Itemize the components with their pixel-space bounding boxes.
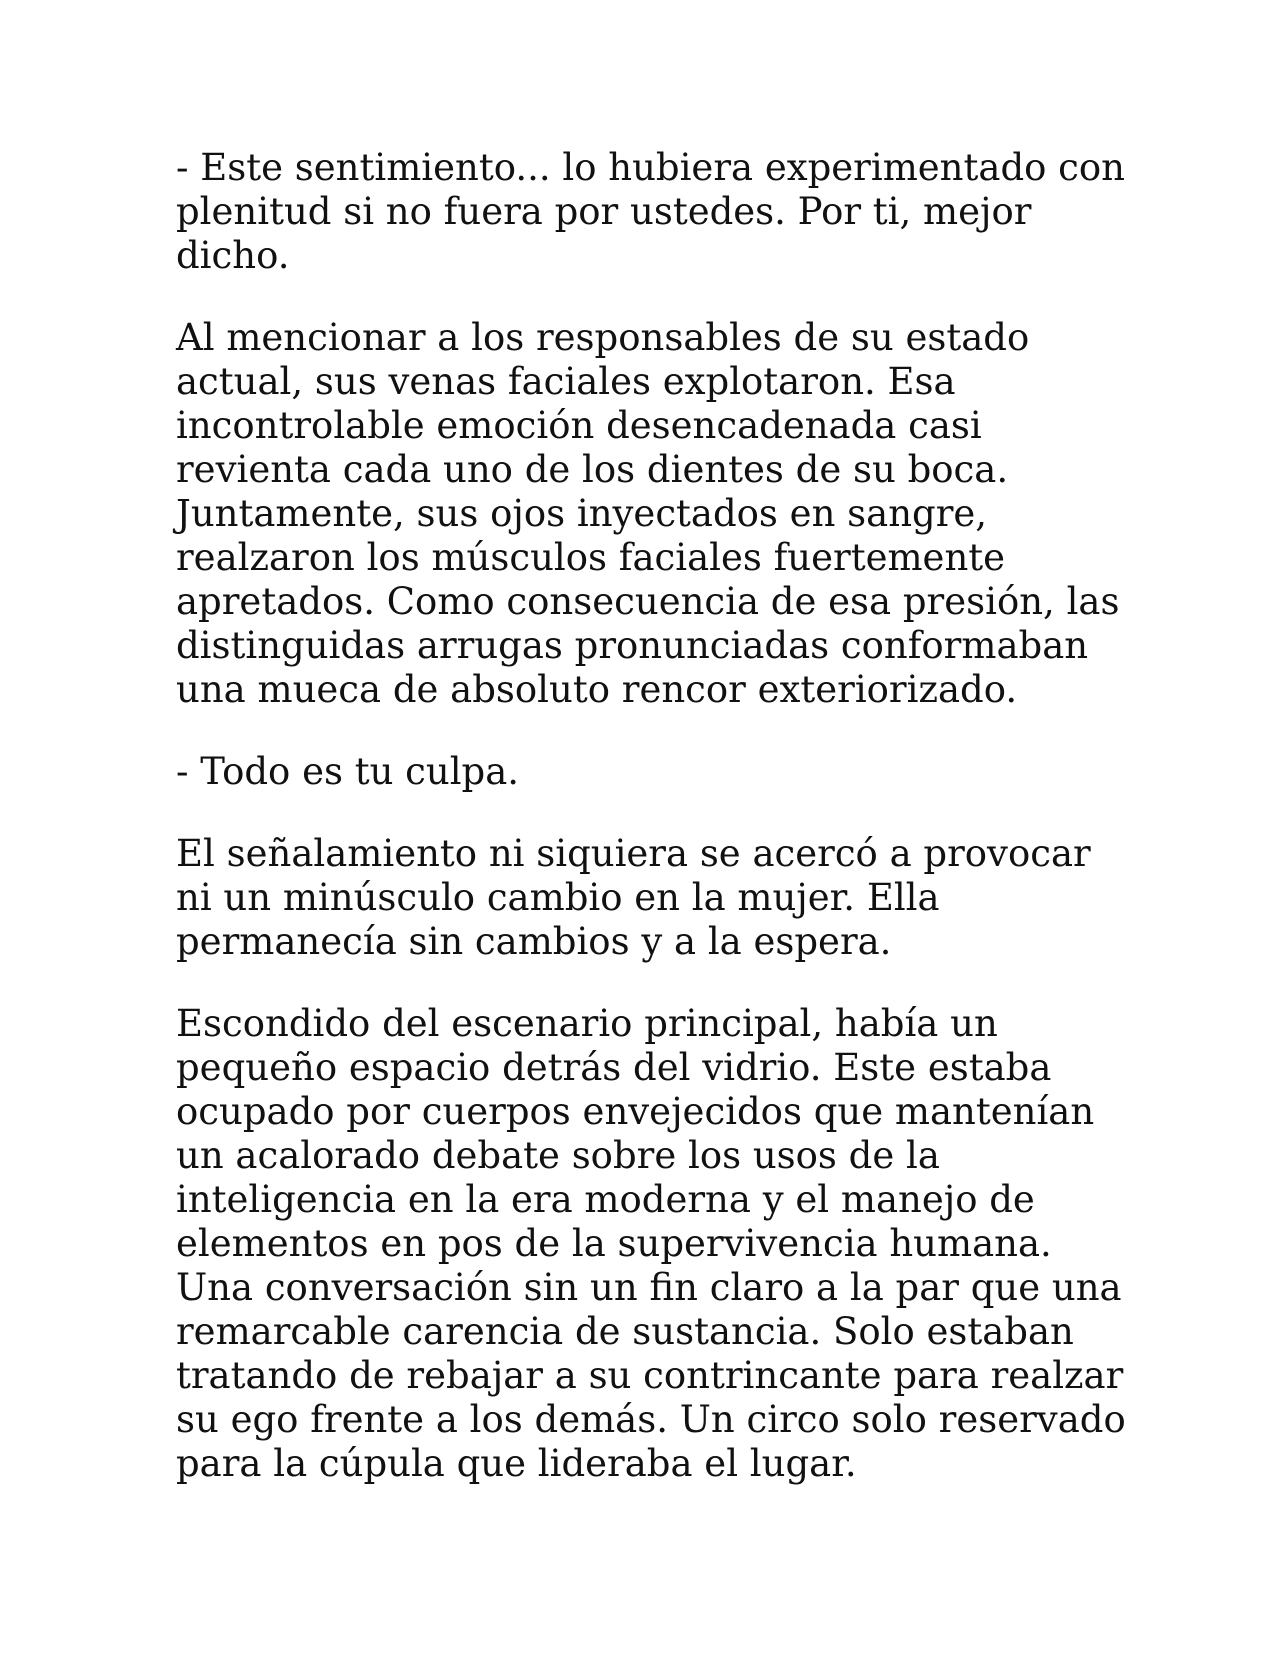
text-line: revienta cada uno de los dientes de su boca. [176,448,1009,491]
paragraph-narration-2 [176,832,1106,964]
text-line: realzaron los músculos faciales fuertemente [176,536,1006,579]
text-line: inteligencia en la era moderna y el manejo de [176,1178,1035,1221]
text-line: ocupado por cuerpos envejecidos que mantenían [176,1090,1095,1133]
text-line: permanecía sin cambios y a la espera. [176,920,892,963]
text-line: apretados. Como consecuencia de esa presión, las [176,580,1120,623]
text-line: Al mencionar a los responsables de su estado [176,316,1030,359]
text-line: - Todo es tu culpa. [176,750,520,793]
paragraph-narration-3 [176,1002,1126,1486]
text-line: una mueca de absoluto rencor exteriorizado. [176,668,1018,711]
text-line: Escondido del escenario principal, había un [176,1002,998,1045]
text-line: distinguidas arrugas pronunciadas conformaban [176,624,1089,667]
text-line: tratando de rebajar a su contrincante para realzar [176,1354,1124,1397]
text-line: actual, sus venas faciales explotaron. Esa [176,360,956,403]
text-line: para la cúpula que lideraba el lugar. [176,1442,857,1485]
text-line: El señalamiento ni siquiera se acercó a provocar [176,832,1091,875]
paragraph-dialogue-2 [176,750,1106,794]
text-line: plenitud si no fuera por ustedes. Por ti, mejor [176,190,1032,233]
paragraph-narration-1 [176,316,1120,712]
paragraph-dialogue-1 [176,146,1125,278]
text-line: remarcable carencia de sustancia. Solo estaban [176,1310,1074,1353]
text-line: Una conversación sin un fin claro a la par que una [176,1266,1122,1309]
text-line: pequeño espacio detrás del vidrio. Este estaba [176,1046,1052,1089]
text-line: un acalorado debate sobre los usos de la [176,1134,940,1177]
text-line: dicho. [176,234,290,277]
text-line: elementos en pos de la supervivencia humana. [176,1222,1052,1265]
text-line: su ego frente a los demás. Un circo solo reservado [176,1398,1126,1441]
text-line: ni un minúsculo cambio en la mujer. Ella [176,876,940,919]
text-line: - Este sentimiento... lo hubiera experimentado con [176,146,1125,189]
text-line: incontrolable emoción desencadenada casi [176,404,982,447]
text-line: Juntamente, sus ojos inyectados en sangre, [176,492,988,535]
document-page [176,146,1126,1486]
